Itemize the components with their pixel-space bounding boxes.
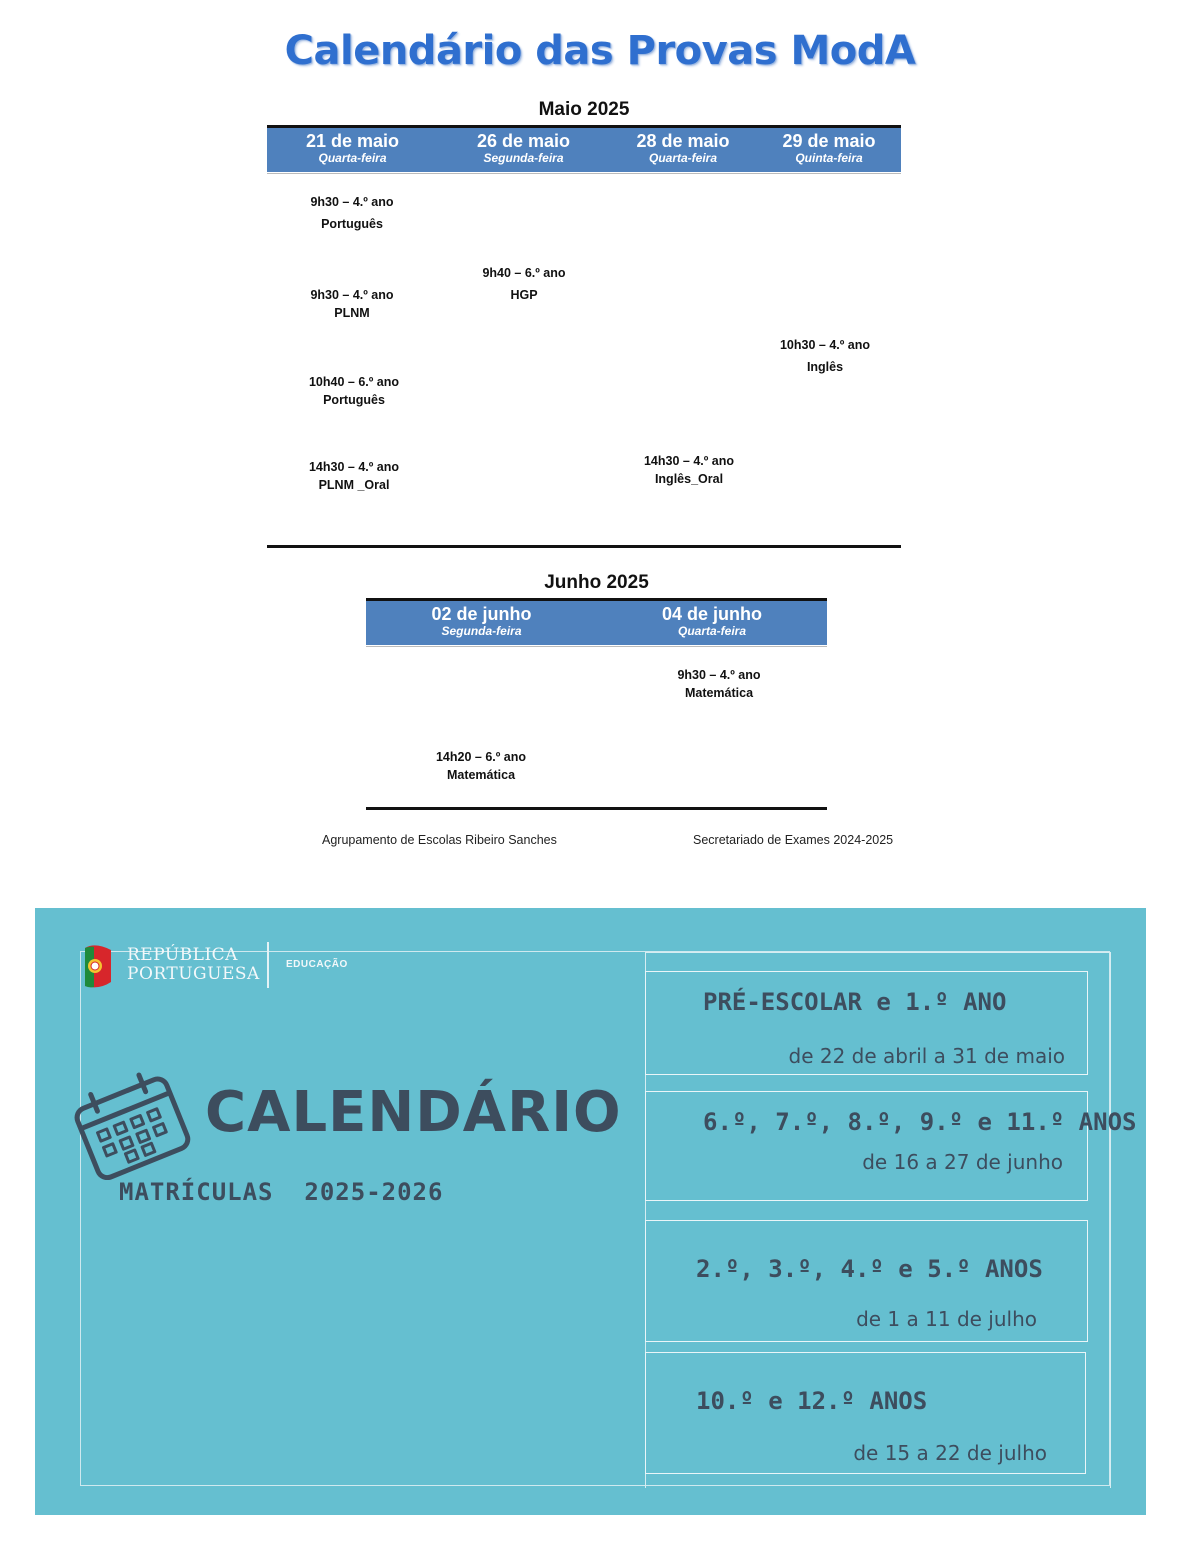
matriculas-banner <box>35 908 1146 1515</box>
header-cell-26-maio <box>438 128 609 172</box>
may-header-rule <box>267 173 901 174</box>
header-weekday: Quarta-feira <box>318 151 387 165</box>
exam-cell <box>654 666 784 702</box>
portugal-flag-icon <box>81 944 115 990</box>
period-box <box>645 1352 1086 1474</box>
exam-time: 9h30 – 4.º ano <box>310 195 394 209</box>
header-date: 28 de maio <box>636 131 730 151</box>
header-date: 26 de maio <box>476 131 571 151</box>
banner-subtitle: MATRÍCULAS 2025-2026 <box>119 1178 444 1206</box>
republica-logo <box>81 942 351 992</box>
exam-subject: Inglês <box>806 360 844 374</box>
page-title: Calendário das Provas ModA <box>284 28 916 74</box>
exam-subject: Português <box>321 217 383 231</box>
header-cell-28-maio <box>609 128 757 172</box>
header-weekday: Quinta-feira <box>795 151 863 165</box>
exam-time: 9h30 – 4.º ano <box>310 288 394 302</box>
logo-divider <box>267 942 269 988</box>
exam-time: 9h30 – 4.º ano <box>677 668 761 682</box>
exam-cell <box>289 373 419 409</box>
logo-area: EDUCAÇÃO <box>286 959 348 970</box>
period-dates: de 15 a 22 de julho <box>853 1441 1047 1465</box>
header-date: 29 de maio <box>782 131 876 151</box>
june-table <box>366 598 827 648</box>
exam-subject: Inglês_Oral <box>654 472 724 486</box>
exam-cell <box>287 286 417 322</box>
period-grades: 2.º, 3.º, 4.º e 5.º ANOS <box>696 1255 1043 1283</box>
month-title-june: Junho 2025 <box>544 572 649 593</box>
exam-subject: PLNM _Oral <box>318 478 390 492</box>
june-header-rule <box>366 646 827 647</box>
exam-time: 14h30 – 4.º ano <box>308 460 400 474</box>
exam-time: 14h20 – 6.º ano <box>435 750 527 764</box>
period-box <box>645 1091 1137 1201</box>
header-cell-02-junho <box>366 601 597 645</box>
exam-subject: Matemática <box>446 768 516 782</box>
footer-right: Secretariado de Exames 2024-2025 <box>693 833 894 847</box>
header-weekday: Segunda-feira <box>483 151 564 165</box>
exam-subject: PLNM <box>334 306 370 320</box>
period-grades: PRÉ-ESCOLAR e 1.º ANO <box>703 988 1007 1016</box>
exam-cell <box>287 193 417 233</box>
exam-time: 9h40 – 6.º ano <box>482 266 566 280</box>
footer-left: Agrupamento de Escolas Ribeiro Sanches <box>322 833 557 847</box>
header-weekday: Quarta-feira <box>648 151 718 165</box>
header-date: 02 de junho <box>431 604 532 624</box>
period-grades: 10.º e 12.º ANOS <box>696 1387 928 1415</box>
exam-cell <box>289 458 419 494</box>
logo-line-1: REPÚBLICA <box>127 945 238 965</box>
may-table-header <box>267 125 901 172</box>
header-weekday: Segunda-feira <box>441 624 522 638</box>
period-grades: 6.º, 7.º, 8.º, 9.º e 11.º ANOS <box>703 1108 1137 1136</box>
exam-time: 10h30 – 4.º ano <box>779 338 871 352</box>
exam-time: 14h30 – 4.º ano <box>643 454 735 468</box>
exam-cell <box>459 264 589 304</box>
period-box <box>645 1220 1088 1342</box>
period-dates: de 1 a 11 de julho <box>856 1307 1037 1331</box>
period-box <box>645 971 1088 1075</box>
june-table-bottom-rule <box>366 807 827 810</box>
header-date: 21 de maio <box>305 131 400 151</box>
june-table-header <box>366 598 827 645</box>
period-dates: de 22 de abril a 31 de maio <box>788 1044 1065 1068</box>
header-weekday: Quarta-feira <box>677 624 747 638</box>
header-cell-29-maio <box>757 128 901 172</box>
logo-line-2: PORTUGUESA <box>127 964 260 984</box>
exam-subject: Português <box>323 393 385 407</box>
calendar-icon <box>65 1070 195 1180</box>
header-cell-04-junho <box>597 601 827 645</box>
exam-cell <box>760 336 890 376</box>
header-cell-21-maio <box>267 128 438 172</box>
month-title-may: Maio 2025 <box>538 99 630 120</box>
exam-cell <box>416 748 546 784</box>
banner-title: CALENDÁRIO <box>205 1080 622 1145</box>
exam-time: 10h40 – 6.º ano <box>308 375 400 389</box>
may-table-bottom-rule <box>267 545 901 548</box>
exam-subject: Matemática <box>684 686 754 700</box>
exam-cell <box>624 452 754 488</box>
exam-subject: HGP <box>510 288 538 302</box>
header-date: 04 de junho <box>661 604 762 624</box>
period-dates: de 16 a 27 de junho <box>862 1150 1063 1174</box>
